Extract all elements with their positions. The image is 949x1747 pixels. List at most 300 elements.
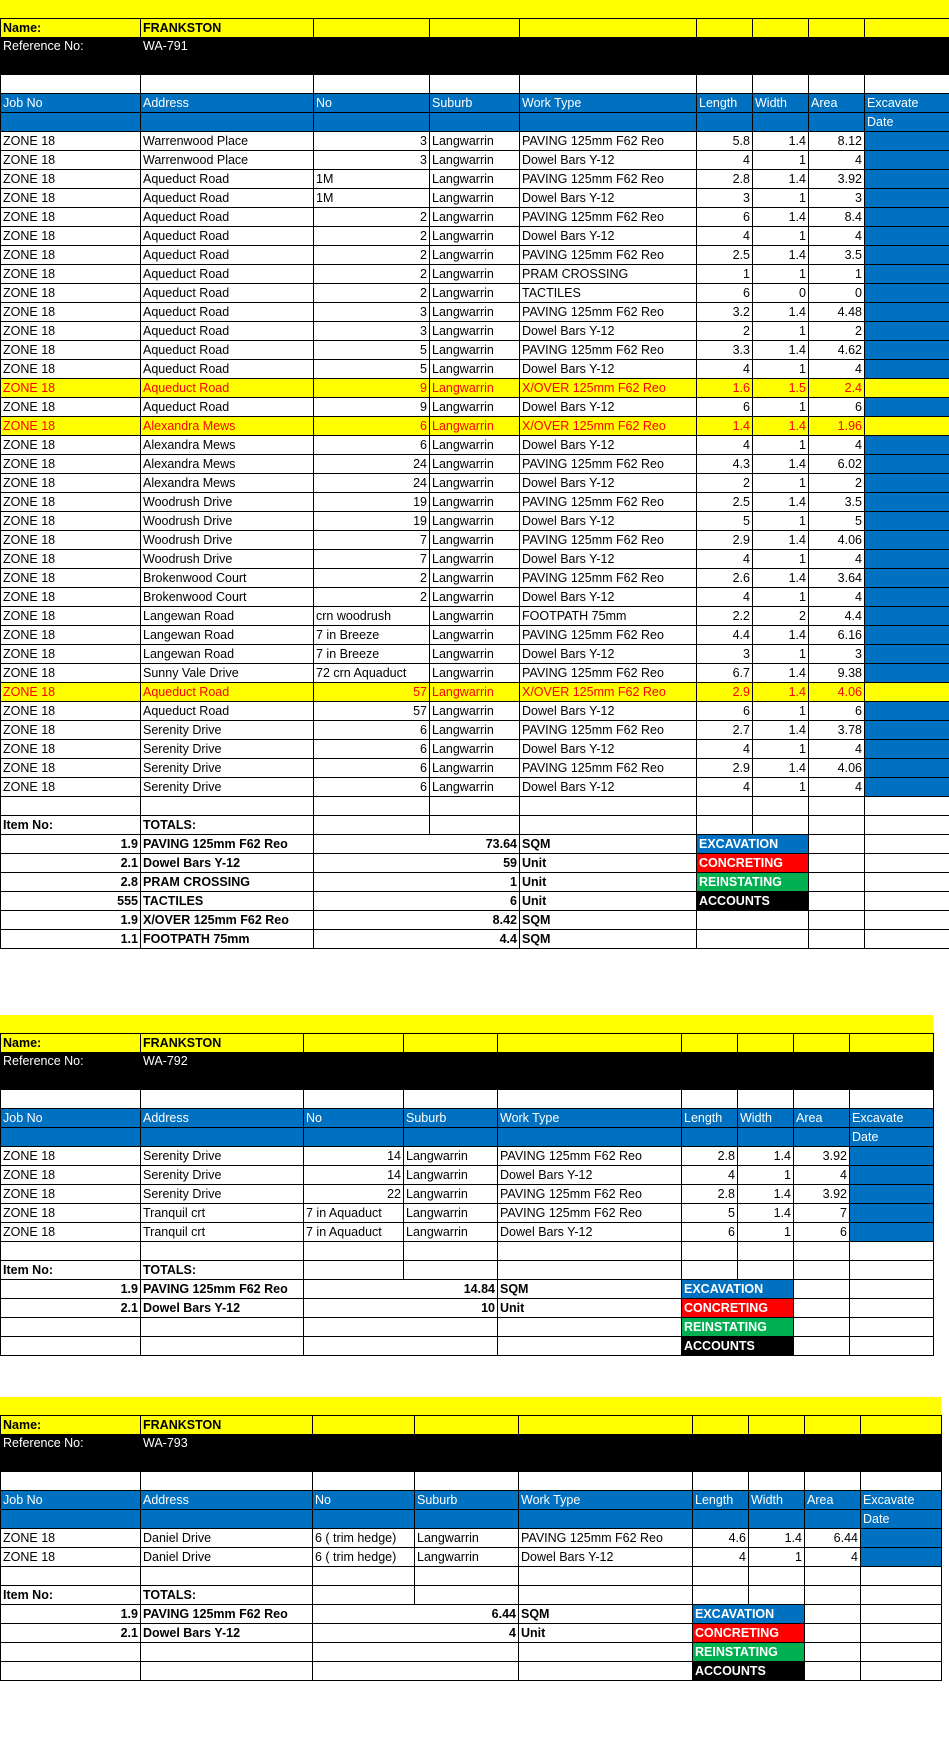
job-no-cell[interactable]: ZONE 18 [1,246,141,265]
number-cell[interactable]: 3 [314,132,430,151]
area-cell[interactable]: 2 [809,322,865,341]
number-cell[interactable]: 7 in Breeze [314,645,430,664]
column-header[interactable]: Width [753,94,809,113]
cell[interactable] [430,816,520,835]
address-cell[interactable]: Serenity Drive [141,778,314,797]
column-header[interactable]: Width [738,1109,794,1128]
cell[interactable] [850,1318,934,1337]
length-cell[interactable]: 2.7 [697,721,753,740]
width-cell[interactable]: 1.4 [749,1529,805,1548]
excavate-date-cell[interactable] [865,417,949,436]
total-unit[interactable]: Unit [520,873,697,892]
address-cell[interactable]: Woodrush Drive [141,531,314,550]
area-cell[interactable]: 3.78 [809,721,865,740]
cell[interactable] [865,930,949,949]
column-header[interactable]: Address [141,1491,313,1510]
address-cell[interactable]: Aqueduct Road [141,360,314,379]
number-cell[interactable]: 2 [314,208,430,227]
work-type-cell[interactable]: Dowel Bars Y-12 [520,474,697,493]
work-type-cell[interactable]: PAVING 125mm F62 Reo [498,1147,682,1166]
cell[interactable] [794,1337,850,1356]
work-type-cell[interactable]: PRAM CROSSING [520,265,697,284]
suburb-cell[interactable]: Langwarrin [430,531,520,550]
cell[interactable] [498,1261,682,1280]
work-type-cell[interactable]: Dowel Bars Y-12 [520,436,697,455]
width-cell[interactable]: 1.4 [753,208,809,227]
item-no-label[interactable]: Item No: [1,1586,141,1605]
number-cell[interactable]: 1M [314,189,430,208]
cell[interactable] [313,1416,415,1435]
width-cell[interactable]: 1.4 [753,246,809,265]
suburb-cell[interactable]: Langwarrin [430,645,520,664]
item-number[interactable]: 1.9 [1,911,141,930]
total-unit[interactable]: SQM [520,835,697,854]
cell[interactable] [304,1261,404,1280]
cell[interactable] [1,1090,141,1109]
excavate-date-cell[interactable] [865,322,949,341]
excavate-date-cell[interactable] [850,1223,934,1242]
cell[interactable] [415,1416,519,1435]
area-cell[interactable]: 1.96 [809,417,865,436]
area-cell[interactable]: 3.5 [809,493,865,512]
address-cell[interactable]: Brokenwood Court [141,569,314,588]
accounts-legend[interactable]: ACCOUNTS [693,1662,805,1681]
address-cell[interactable]: Alexandra Mews [141,417,314,436]
work-type-cell[interactable]: Dowel Bars Y-12 [498,1223,682,1242]
work-type-cell[interactable]: TACTILES [520,284,697,303]
work-type-cell[interactable]: Dowel Bars Y-12 [520,550,697,569]
total-unit[interactable]: Unit [498,1299,682,1318]
work-type-cell[interactable]: Dowel Bars Y-12 [520,227,697,246]
excavate-date-cell[interactable] [865,550,949,569]
job-no-cell[interactable]: ZONE 18 [1,1204,141,1223]
width-cell[interactable]: 1 [753,322,809,341]
cell[interactable] [520,19,697,38]
number-cell[interactable]: 6 [314,778,430,797]
address-cell[interactable]: Aqueduct Road [141,208,314,227]
area-cell[interactable]: 4.06 [809,759,865,778]
total-unit[interactable]: Unit [520,854,697,873]
cell[interactable] [1,1318,141,1337]
area-cell[interactable]: 6.44 [805,1529,861,1548]
item-number[interactable]: 1.9 [1,1605,141,1624]
name-label[interactable]: Name: [1,19,141,38]
cell[interactable] [498,1337,682,1356]
cell[interactable] [809,816,865,835]
cell[interactable] [141,1510,313,1529]
cell[interactable] [313,1586,415,1605]
cell[interactable] [1,1472,141,1491]
area-cell[interactable]: 4 [809,151,865,170]
work-type-cell[interactable]: X/OVER 125mm F62 Reo [520,417,697,436]
width-cell[interactable]: 1 [738,1223,794,1242]
total-unit[interactable]: Unit [519,1624,693,1643]
number-cell[interactable]: 2 [314,246,430,265]
address-cell[interactable]: Woodrush Drive [141,493,314,512]
cell[interactable] [809,873,865,892]
excavate-date-cell[interactable] [861,1548,942,1567]
width-cell[interactable]: 1.4 [753,455,809,474]
excavate-date-cell[interactable] [865,664,949,683]
total-quantity[interactable]: 6 [314,892,520,911]
length-cell[interactable]: 3.2 [697,303,753,322]
width-cell[interactable]: 1 [753,151,809,170]
cell[interactable] [141,1090,304,1109]
address-cell[interactable]: Aqueduct Road [141,398,314,417]
column-header[interactable]: Address [141,1109,304,1128]
length-cell[interactable]: 4.3 [697,455,753,474]
area-cell[interactable]: 8.4 [809,208,865,227]
excavate-date-cell[interactable] [865,303,949,322]
area-cell[interactable]: 3.64 [809,569,865,588]
excavate-date-cell[interactable] [865,246,949,265]
item-number[interactable]: 2.1 [1,854,141,873]
cell[interactable] [865,854,949,873]
cell[interactable] [809,892,865,911]
width-cell[interactable]: 1 [753,398,809,417]
length-cell[interactable]: 6 [697,702,753,721]
column-header[interactable]: Area [794,1109,850,1128]
address-cell[interactable]: Brokenwood Court [141,588,314,607]
width-cell[interactable]: 1.5 [753,379,809,398]
length-cell[interactable]: 6 [697,208,753,227]
cell[interactable] [141,797,314,816]
job-no-cell[interactable]: ZONE 18 [1,645,141,664]
length-cell[interactable]: 4 [697,151,753,170]
cell[interactable] [805,1416,861,1435]
job-no-cell[interactable]: ZONE 18 [1,398,141,417]
cell[interactable] [805,1643,861,1662]
excavate-date-cell[interactable] [865,398,949,417]
total-description[interactable]: PAVING 125mm F62 Reo [141,1605,313,1624]
cell[interactable] [404,1090,498,1109]
reference-value[interactable]: WA-793 [141,1435,942,1472]
excavate-date-cell[interactable] [865,588,949,607]
excavate-date-cell[interactable] [865,702,949,721]
length-cell[interactable]: 4 [697,436,753,455]
cell[interactable] [1,1643,141,1662]
total-description[interactable]: PAVING 125mm F62 Reo [141,835,314,854]
area-cell[interactable]: 6.16 [809,626,865,645]
column-header[interactable]: Work Type [520,94,697,113]
width-cell[interactable]: 1 [753,740,809,759]
cell[interactable] [304,1128,404,1147]
total-quantity[interactable]: 4 [313,1624,519,1643]
cell[interactable] [794,1299,850,1318]
width-cell[interactable]: 1.4 [753,664,809,683]
cell[interactable] [519,1586,693,1605]
reference-label[interactable]: Reference No: [1,38,141,75]
cell[interactable] [865,835,949,854]
total-description[interactable]: FOOTPATH 75mm [141,930,314,949]
cell[interactable] [682,1261,738,1280]
cell[interactable] [809,854,865,873]
cell[interactable] [850,1090,934,1109]
area-cell[interactable]: 4 [809,740,865,759]
number-cell[interactable]: 3 [314,303,430,322]
excavate-date-cell[interactable] [865,379,949,398]
column-header[interactable]: Job No [1,1491,141,1510]
job-no-cell[interactable]: ZONE 18 [1,1223,141,1242]
cell[interactable] [415,1586,519,1605]
item-no-label[interactable]: Item No: [1,1261,141,1280]
work-type-cell[interactable]: PAVING 125mm F62 Reo [520,759,697,778]
column-header[interactable]: No [313,1491,415,1510]
column-header[interactable]: Length [697,94,753,113]
cell[interactable] [850,1280,934,1299]
column-header[interactable]: Suburb [430,94,520,113]
number-cell[interactable]: 9 [314,379,430,398]
excavate-date-cell[interactable] [865,493,949,512]
work-type-cell[interactable]: X/OVER 125mm F62 Reo [520,683,697,702]
excavate-date-cell[interactable] [865,740,949,759]
job-no-cell[interactable]: ZONE 18 [1,683,141,702]
cell[interactable] [794,1090,850,1109]
area-cell[interactable]: 3 [809,189,865,208]
address-cell[interactable]: Alexandra Mews [141,474,314,493]
number-cell[interactable]: 1M [314,170,430,189]
work-type-cell[interactable]: X/OVER 125mm F62 Reo [520,379,697,398]
length-cell[interactable]: 4 [682,1166,738,1185]
reference-label[interactable]: Reference No: [1,1435,141,1472]
address-cell[interactable]: Alexandra Mews [141,455,314,474]
cell[interactable] [520,797,697,816]
excavate-date-cell[interactable] [865,208,949,227]
address-cell[interactable]: Aqueduct Road [141,227,314,246]
cell[interactable] [865,75,949,94]
job-no-cell[interactable]: ZONE 18 [1,227,141,246]
column-header[interactable]: No [304,1109,404,1128]
excavate-date-cell[interactable] [865,683,949,702]
cell[interactable] [141,1662,313,1681]
width-cell[interactable]: 1 [753,702,809,721]
area-cell[interactable]: 8.12 [809,132,865,151]
cell[interactable] [304,1034,404,1053]
width-cell[interactable]: 2 [753,607,809,626]
work-type-cell[interactable]: Dowel Bars Y-12 [520,740,697,759]
area-cell[interactable]: 2 [809,474,865,493]
excavate-date-cell[interactable] [865,455,949,474]
cell[interactable] [753,19,809,38]
cell[interactable] [865,816,949,835]
cell[interactable] [1,1510,141,1529]
cell[interactable] [520,816,697,835]
cell[interactable] [861,1472,942,1491]
column-header[interactable]: Work Type [498,1109,682,1128]
width-cell[interactable]: 1.4 [738,1147,794,1166]
suburb-cell[interactable]: Langwarrin [430,151,520,170]
width-cell[interactable]: 1 [753,227,809,246]
total-description[interactable]: Dowel Bars Y-12 [141,854,314,873]
address-cell[interactable]: Aqueduct Road [141,683,314,702]
total-quantity[interactable]: 14.84 [304,1280,498,1299]
area-cell[interactable]: 3.5 [809,246,865,265]
suburb-cell[interactable]: Langwarrin [430,436,520,455]
width-cell[interactable]: 1.4 [753,170,809,189]
reinstating-legend[interactable]: REINSTATING [693,1643,805,1662]
width-cell[interactable]: 1 [753,474,809,493]
cell[interactable] [809,797,865,816]
excavate-date-cell[interactable] [865,227,949,246]
address-cell[interactable]: Alexandra Mews [141,436,314,455]
length-cell[interactable]: 4 [697,778,753,797]
width-cell[interactable]: 1.4 [753,341,809,360]
total-unit[interactable]: SQM [520,930,697,949]
work-type-cell[interactable]: PAVING 125mm F62 Reo [520,664,697,683]
excavate-date-cell[interactable] [865,265,949,284]
cell[interactable] [697,930,809,949]
suburb-cell[interactable]: Langwarrin [430,493,520,512]
cell[interactable] [141,1643,313,1662]
cell[interactable] [861,1567,942,1586]
job-no-cell[interactable]: ZONE 18 [1,493,141,512]
area-cell[interactable]: 2.4 [809,379,865,398]
job-no-cell[interactable]: ZONE 18 [1,512,141,531]
number-cell[interactable]: 6 [314,759,430,778]
cell[interactable] [738,1242,794,1261]
area-cell[interactable]: 4.48 [809,303,865,322]
concreting-legend[interactable]: CONCRETING [693,1624,805,1643]
cell[interactable] [697,113,753,132]
address-cell[interactable]: Langewan Road [141,607,314,626]
cell[interactable] [697,19,753,38]
work-type-cell[interactable]: PAVING 125mm F62 Reo [498,1204,682,1223]
number-cell[interactable]: 19 [314,512,430,531]
cell[interactable] [519,1510,693,1529]
work-type-cell[interactable]: PAVING 125mm F62 Reo [520,721,697,740]
length-cell[interactable]: 1.6 [697,379,753,398]
length-cell[interactable]: 5 [682,1204,738,1223]
length-cell[interactable]: 2.5 [697,246,753,265]
cell[interactable] [519,1472,693,1491]
suburb-cell[interactable]: Langwarrin [430,208,520,227]
column-header[interactable]: Suburb [415,1491,519,1510]
cell[interactable] [141,1472,313,1491]
excavate-date-cell[interactable] [865,569,949,588]
excavate-date-cell[interactable] [865,474,949,493]
column-header[interactable]: No [314,94,430,113]
cell[interactable] [415,1510,519,1529]
work-type-cell[interactable]: PAVING 125mm F62 Reo [520,493,697,512]
reference-value[interactable]: WA-791 [141,38,949,75]
cell[interactable] [850,1034,934,1053]
address-cell[interactable]: Langewan Road [141,626,314,645]
cell[interactable] [738,1090,794,1109]
cell[interactable] [519,1567,693,1586]
address-cell[interactable]: Daniel Drive [141,1548,313,1567]
suburb-cell[interactable]: Langwarrin [430,398,520,417]
suburb-cell[interactable]: Langwarrin [430,474,520,493]
cell[interactable] [141,75,314,94]
work-type-cell[interactable]: PAVING 125mm F62 Reo [520,531,697,550]
cell[interactable] [861,1624,942,1643]
length-cell[interactable]: 4 [697,550,753,569]
excavate-date-cell[interactable] [865,360,949,379]
cell[interactable] [805,1567,861,1586]
width-cell[interactable]: 1.4 [738,1204,794,1223]
cell[interactable] [865,19,949,38]
width-cell[interactable]: 1.4 [753,683,809,702]
total-unit[interactable]: SQM [498,1280,682,1299]
area-cell[interactable]: 4.06 [809,683,865,702]
length-cell[interactable]: 2.2 [697,607,753,626]
cell[interactable] [805,1586,861,1605]
column-header-sub[interactable]: Date [865,113,949,132]
length-cell[interactable]: 2.8 [682,1147,738,1166]
excavate-date-cell[interactable] [850,1185,934,1204]
cell[interactable] [313,1510,415,1529]
cell[interactable] [809,75,865,94]
width-cell[interactable]: 1.4 [753,493,809,512]
number-cell[interactable]: 7 in Aquaduct [304,1204,404,1223]
cell[interactable] [697,75,753,94]
total-quantity[interactable]: 59 [314,854,520,873]
cell[interactable] [430,797,520,816]
excavate-date-cell[interactable] [865,531,949,550]
work-type-cell[interactable]: FOOTPATH 75mm [520,607,697,626]
excavate-date-cell[interactable] [865,721,949,740]
cell[interactable] [430,75,520,94]
item-number[interactable]: 1.1 [1,930,141,949]
name-value[interactable]: FRANKSTON [141,1416,313,1435]
work-type-cell[interactable]: Dowel Bars Y-12 [520,398,697,417]
total-description[interactable]: TACTILES [141,892,314,911]
suburb-cell[interactable]: Langwarrin [430,702,520,721]
excavate-date-cell[interactable] [865,436,949,455]
column-header[interactable]: Length [682,1109,738,1128]
column-header[interactable]: Excavate [850,1109,934,1128]
cell[interactable] [794,1318,850,1337]
suburb-cell[interactable]: Langwarrin [430,132,520,151]
work-type-cell[interactable]: PAVING 125mm F62 Reo [520,246,697,265]
suburb-cell[interactable]: Langwarrin [430,265,520,284]
suburb-cell[interactable]: Langwarrin [415,1548,519,1567]
width-cell[interactable]: 1 [753,360,809,379]
suburb-cell[interactable]: Langwarrin [430,379,520,398]
cell[interactable] [861,1605,942,1624]
number-cell[interactable]: 7 [314,531,430,550]
cell[interactable] [313,1662,519,1681]
excavate-date-cell[interactable] [865,626,949,645]
suburb-cell[interactable]: Langwarrin [430,227,520,246]
address-cell[interactable]: Tranquil crt [141,1204,304,1223]
job-no-cell[interactable]: ZONE 18 [1,531,141,550]
suburb-cell[interactable]: Langwarrin [430,284,520,303]
column-header-sub[interactable]: Date [850,1128,934,1147]
work-type-cell[interactable]: PAVING 125mm F62 Reo [519,1529,693,1548]
area-cell[interactable]: 6 [809,398,865,417]
suburb-cell[interactable]: Langwarrin [430,322,520,341]
item-number[interactable]: 555 [1,892,141,911]
width-cell[interactable]: 1 [749,1548,805,1567]
total-unit[interactable]: SQM [519,1605,693,1624]
number-cell[interactable]: 6 [314,436,430,455]
cell[interactable] [809,113,865,132]
cell[interactable] [304,1090,404,1109]
width-cell[interactable]: 1 [753,189,809,208]
excavate-date-cell[interactable] [850,1147,934,1166]
area-cell[interactable]: 6 [809,702,865,721]
cell[interactable] [304,1242,404,1261]
item-number[interactable]: 1.9 [1,835,141,854]
excavate-date-cell[interactable] [865,778,949,797]
job-no-cell[interactable]: ZONE 18 [1,265,141,284]
suburb-cell[interactable]: Langwarrin [430,417,520,436]
name-value[interactable]: FRANKSTON [141,19,314,38]
cell[interactable] [738,1128,794,1147]
job-no-cell[interactable]: ZONE 18 [1,189,141,208]
reference-value[interactable]: WA-792 [141,1053,934,1090]
